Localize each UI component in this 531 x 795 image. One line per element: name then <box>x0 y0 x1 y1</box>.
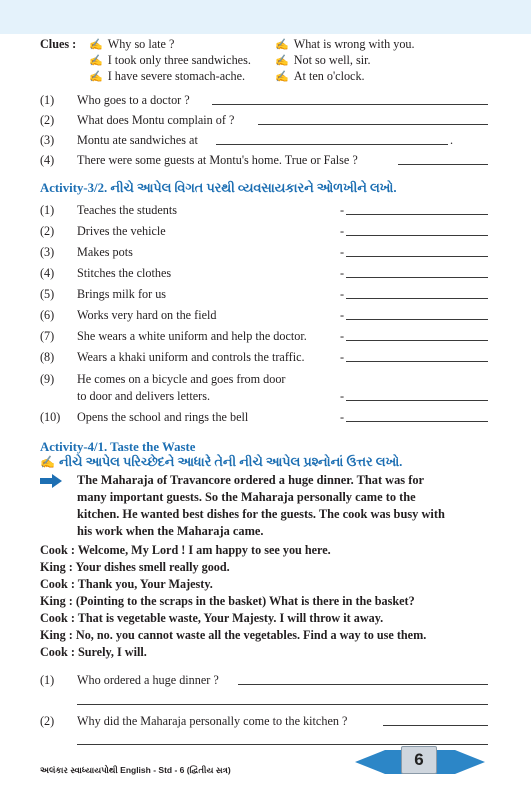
answer-line[interactable] <box>238 684 488 685</box>
answer-line[interactable] <box>383 725 488 726</box>
activity-3-2-title: Activity-3/2. નીચે આપેલ વિગત પરથી વ્યવસાયકારને ઓળખીને લખો. <box>40 181 397 195</box>
question-text: She wears a white uniform and help the doctor. <box>77 329 307 343</box>
question-number: (3) <box>40 133 55 147</box>
arrow-icon <box>40 474 62 488</box>
question-text: Why did the Maharaja personally come to the kitchen ? <box>77 714 348 728</box>
question-number: (7) <box>40 329 55 343</box>
answer-line[interactable] <box>398 164 488 165</box>
question-number: (4) <box>40 266 55 280</box>
passage-line: his work when the Maharaja came. <box>77 524 264 538</box>
pen-icon: ✍ <box>40 455 55 469</box>
answer-line[interactable] <box>77 704 488 705</box>
dialogue-line: Cook : Surely, I will. <box>40 645 147 659</box>
question-text: He comes on a bicycle and goes from door <box>77 372 286 386</box>
clues-label: Clues : <box>40 37 77 51</box>
clue-item: ✍ I have severe stomach-ache. <box>89 69 246 83</box>
dialogue-line: King : (Pointing to the scraps in the basket) What is there in the basket? <box>40 594 415 608</box>
answer-line[interactable] <box>258 124 488 125</box>
question-number: (2) <box>40 224 55 238</box>
question-text: Teaches the students <box>77 203 177 217</box>
question-number: (4) <box>40 153 55 167</box>
question-end: . <box>450 133 454 147</box>
clue-item: ✍ I took only three sandwiches. <box>89 53 251 67</box>
question-text: Makes pots <box>77 245 133 259</box>
answer-line[interactable] <box>346 277 488 278</box>
dialogue-line: Cook : Welcome, My Lord ! I am happy to see you here. <box>40 543 331 557</box>
pen-icon: ✍ <box>89 55 103 67</box>
question-text: Who goes to a doctor ? <box>77 93 190 107</box>
question-number: (10) <box>40 410 61 424</box>
question-number: (1) <box>40 93 55 107</box>
answer-line[interactable] <box>346 361 488 362</box>
dialogue-line: Cook : Thank you, Your Majesty. <box>40 577 213 591</box>
answer-line[interactable] <box>216 144 448 145</box>
question-number: (2) <box>40 714 55 728</box>
dash: - <box>340 203 345 217</box>
question-number: (1) <box>40 203 55 217</box>
pen-icon: ✍ <box>275 71 289 83</box>
dash: - <box>340 410 345 424</box>
question-number: (1) <box>40 673 55 687</box>
question-number: (2) <box>40 113 55 127</box>
clue-item: ✍ Why so late ? <box>89 37 175 51</box>
dash: - <box>340 350 345 364</box>
answer-line[interactable] <box>346 235 488 236</box>
passage-line: The Maharaja of Travancore ordered a huge dinner. That was for <box>77 473 425 487</box>
question-number: (8) <box>40 350 55 364</box>
answer-line[interactable] <box>346 298 488 299</box>
pen-icon: ✍ <box>275 39 289 51</box>
question-number: (9) <box>40 372 55 386</box>
question-text: Drives the vehicle <box>77 224 166 238</box>
page-number: 6 <box>401 746 437 774</box>
clue-item: ✍ At ten o'clock. <box>275 69 365 83</box>
pen-icon: ✍ <box>89 39 103 51</box>
dash: - <box>340 389 345 403</box>
activity-4-1-title: Activity-4/1. Taste the Waste <box>40 440 196 454</box>
question-text: Who ordered a huge dinner ? <box>77 673 219 687</box>
question-number: (5) <box>40 287 55 301</box>
dash: - <box>340 245 345 259</box>
passage-line: many important guests. So the Maharaja personally came to the <box>77 490 416 504</box>
answer-line[interactable] <box>346 214 488 215</box>
question-text: Montu ate sandwiches at <box>77 133 198 147</box>
question-text: Works very hard on the field <box>77 308 217 322</box>
question-text: What does Montu complain of ? <box>77 113 235 127</box>
question-number: (3) <box>40 245 55 259</box>
dash: - <box>340 329 345 343</box>
dialogue-line: Cook : That is vegetable waste, Your Majesty. I will throw it away. <box>40 611 384 625</box>
dialogue-line: King : Your dishes smell really good. <box>40 560 230 574</box>
clue-item: ✍ What is wrong with you. <box>275 37 415 51</box>
question-text-continued: to door and delivers letters. <box>77 389 211 403</box>
pen-icon: ✍ <box>89 71 103 83</box>
dialogue-line: King : No, no. you cannot waste all the vegetables. Find a way to use them. <box>40 628 427 642</box>
question-text: Wears a khaki uniform and controls the traffic. <box>77 350 305 364</box>
answer-line[interactable] <box>346 421 488 422</box>
pen-icon: ✍ <box>275 55 289 67</box>
activity-4-1-instruction: ✍ નીચે આપેલ પરિચ્છેદને આધારે તેની નીચે આપેલ પ્રશ્નોનાં ઉત્તર લખો. <box>40 455 403 469</box>
question-text: Brings milk for us <box>77 287 167 301</box>
answer-line[interactable] <box>346 319 488 320</box>
dash: - <box>340 308 345 322</box>
question-text: Opens the school and rings the bell <box>77 410 249 424</box>
dash: - <box>340 287 345 301</box>
clue-item: ✍ Not so well, sir. <box>275 53 371 67</box>
question-number: (6) <box>40 308 55 322</box>
answer-line[interactable] <box>346 340 488 341</box>
book-title: અલંકાર સ્વાધ્યાયપોથી English - Std - 6 (દ્વિતીય સત્ર) <box>40 765 231 775</box>
answer-line[interactable] <box>77 744 488 745</box>
question-text: There were some guests at Montu's home. True or False ? <box>77 153 358 167</box>
dash: - <box>340 224 345 238</box>
answer-line[interactable] <box>212 104 488 105</box>
passage-line: kitchen. He wanted best dishes for the guests. The cook was busy with <box>77 507 445 521</box>
answer-line[interactable] <box>346 400 488 401</box>
answer-line[interactable] <box>346 256 488 257</box>
top-band <box>0 0 531 34</box>
question-text: Stitches the clothes <box>77 266 172 280</box>
dash: - <box>340 266 345 280</box>
